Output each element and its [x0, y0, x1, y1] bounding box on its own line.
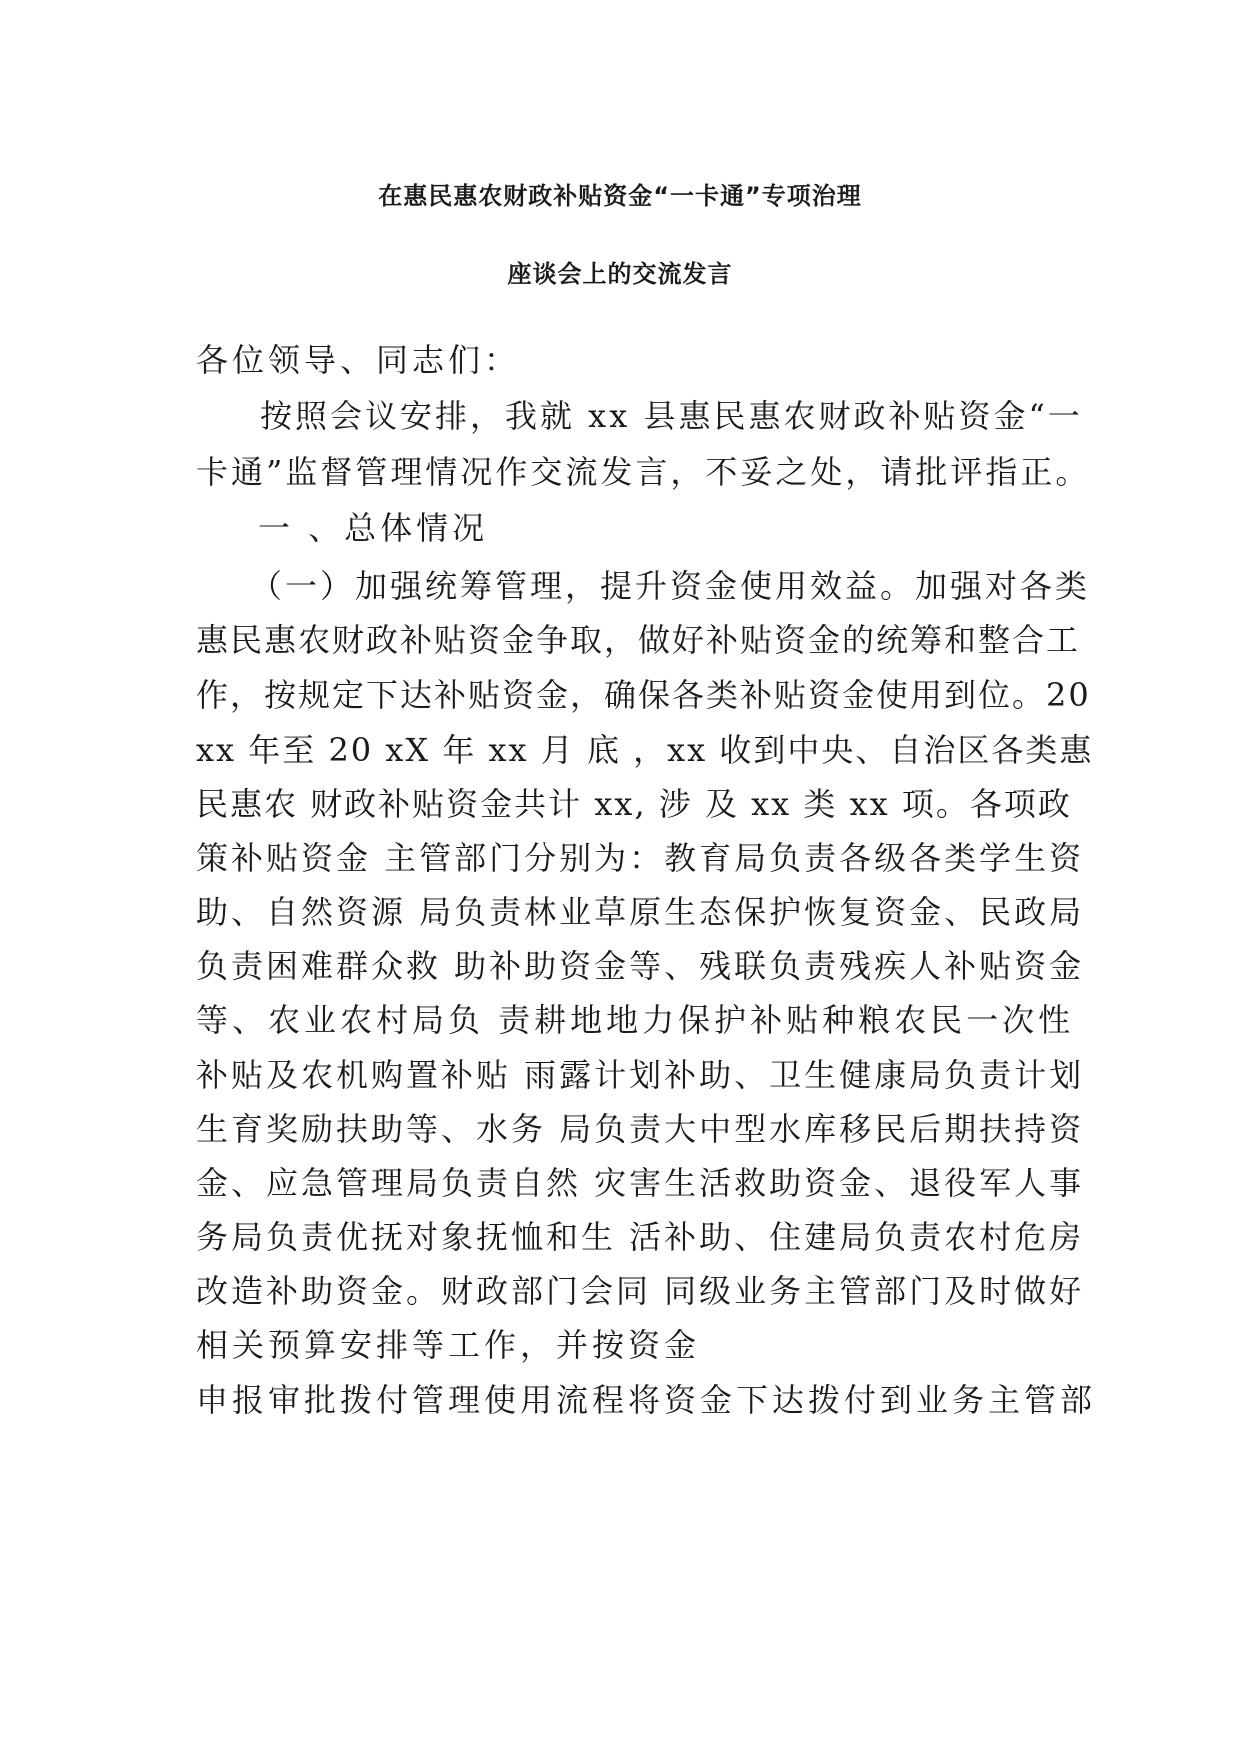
body-line-5: 民惠农 财政补贴资金共计 xx, 涉 及 xx 类 xx 项。各项政	[196, 785, 1072, 823]
body-line-11: 生育奖励扶助等、水务 局负责大中型水库移民后期扶持资	[196, 1110, 1085, 1148]
body-line-15: 相关预算安排等工作，并按资金	[196, 1326, 701, 1364]
body-line-7: 助、自然资源 局负责林业草原生态保护恢复资金、民政局	[196, 893, 1085, 931]
intro-text-1: 按照会议安排，我就 xx 县惠民惠农财政补贴资金“一	[260, 397, 1083, 435]
salutation: 各位领导、同志们：	[196, 341, 521, 379]
body-line-3: 作，按规定下达补贴资金，确保各类补贴资金使用到位。20	[196, 676, 1091, 714]
body-line-14: 改造补助资金。财政部门会同 同级业务主管部门及时做好	[196, 1272, 1085, 1310]
body-line-10: 补贴及农机购置补贴 雨露计划补助、卫生健康局负责计划	[196, 1056, 1085, 1094]
body-line-9: 等、农业农村局负 责耕地地力保护补贴种粮农民一次性	[196, 1001, 1075, 1039]
body-line-1: （一）加强统筹管理，提升资金使用效益。加强对各类	[250, 567, 1091, 605]
body-line-12: 金、应急管理局负责自然 灾害生活救助资金、退役军人事	[196, 1164, 1085, 1202]
body-line-16: 申报审批拨付管理使用流程将资金下达拨付到业务主管部	[196, 1381, 1097, 1419]
document-title-line-1: 在惠民惠农财政补贴资金“一卡通”专项治理	[378, 182, 862, 210]
body-line-2: 惠民惠农财政补贴资金争取，做好补贴资金的统筹和整合工	[196, 621, 1081, 659]
intro-line-2: 卡通”监督管理情况作交流发言，不妥之处，请批评指正。	[196, 453, 1091, 491]
intro-line-1	[260, 396, 1083, 436]
body-line-4: xx 年至 20 xX 年 xx 月 底 ，xx 收到中央、自治区各类惠	[196, 731, 1094, 769]
body-line-8: 负责困难群众救 助补助资金等、残联负责残疾人补贴资金	[196, 947, 1085, 985]
body-line-6: 策补贴资金 主管部门分别为：教育局负责各级各类学生资	[196, 839, 1085, 877]
body-line-13: 务局负责优抚对象抚恤和生 活补助、住建局负责农村危房	[196, 1218, 1085, 1256]
section-heading: 一 、总体情况	[258, 509, 489, 547]
document-title-line-2: 座谈会上的交流发言	[507, 260, 733, 288]
